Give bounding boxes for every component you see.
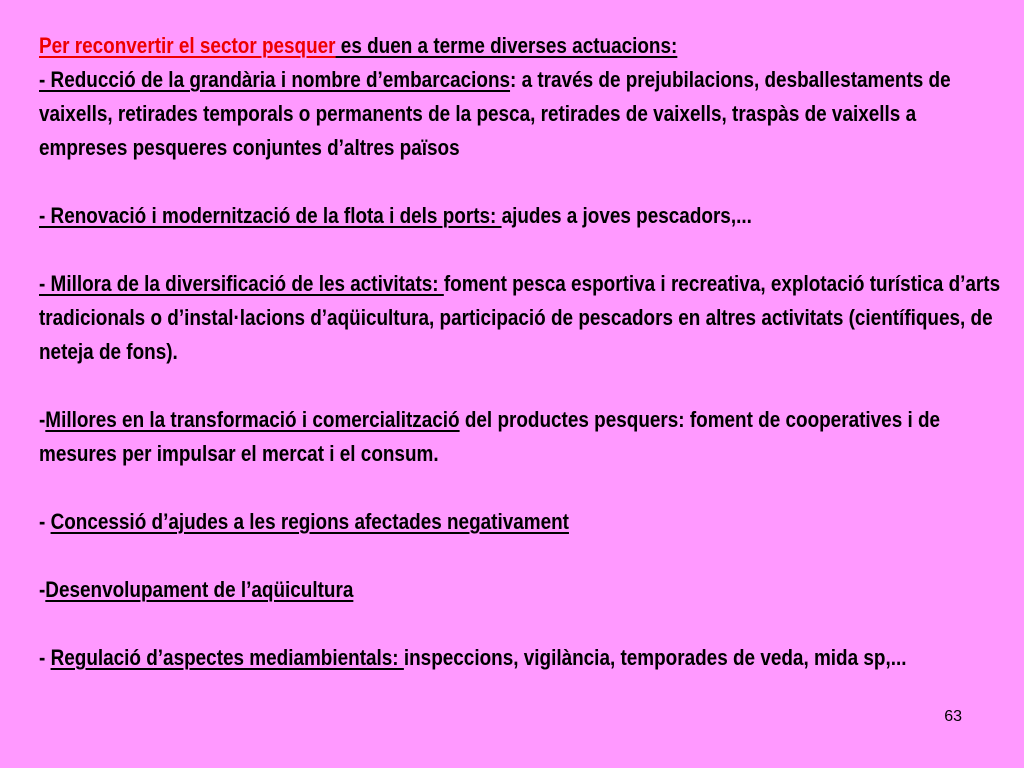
spacer bbox=[39, 165, 1002, 199]
list-item bbox=[39, 63, 1002, 165]
item-title: Regulació d’aspectes mediambientals: bbox=[50, 645, 404, 670]
item-title: - Millora de la diversificació de les activitats: bbox=[39, 271, 444, 296]
item-prefix: - bbox=[39, 509, 51, 534]
item-title: Desenvolupament de l’aqüicultura bbox=[45, 577, 354, 602]
item-title: Concessió d’ajudes a les regions afectades negativament bbox=[50, 509, 569, 534]
list-item bbox=[39, 199, 1002, 233]
item-prefix: - bbox=[39, 577, 46, 602]
list-item bbox=[39, 403, 1002, 471]
list-item bbox=[39, 267, 1002, 369]
item-body: ajudes a joves pescadors,... bbox=[501, 203, 752, 228]
spacer bbox=[39, 233, 1002, 267]
intro-highlight: Per reconvertir el sector pesquer bbox=[39, 33, 336, 58]
list-item bbox=[39, 505, 1002, 539]
item-title: - Reducció de la grandària i nombre d’embarcacions bbox=[39, 67, 511, 92]
spacer bbox=[39, 471, 1002, 505]
spacer bbox=[39, 369, 1002, 403]
item-body: del productes pesquers: foment de cooperatives i de mesures per impulsar el mercat i el consum. bbox=[39, 407, 941, 466]
item-body: : a través de prejubilacions, desballestaments de vaixells, retirades temporals o permanents de la pesca, retirades de vaixells, traspàs de vaixells a empreses pesqueres conjuntes d’altres països bbox=[39, 67, 951, 160]
item-body: foment pesca esportiva i recreativa, explotació turística d’arts tradicionals o d’instal·lacions d’aqüicultura, participació de pescadors en altres activitats (científiques, de neteja de fons). bbox=[39, 271, 1001, 364]
spacer bbox=[39, 607, 1002, 641]
item-prefix: - bbox=[39, 645, 51, 670]
item-prefix: - bbox=[39, 407, 46, 432]
intro-rest: es duen a terme diverses actuacions: bbox=[335, 33, 678, 58]
slide-content bbox=[39, 29, 1002, 675]
intro-paragraph bbox=[39, 29, 1002, 63]
list-item bbox=[39, 641, 1002, 675]
item-title: - Renovació i modernització de la flota i dels ports: bbox=[39, 203, 502, 228]
spacer bbox=[39, 539, 1002, 573]
page-number: 63 bbox=[944, 708, 962, 725]
list-item bbox=[39, 573, 1002, 607]
item-title: Millores en la transformació i comercialització bbox=[45, 407, 460, 432]
item-body: inspeccions, vigilància, temporades de veda, mida sp,... bbox=[403, 645, 907, 670]
